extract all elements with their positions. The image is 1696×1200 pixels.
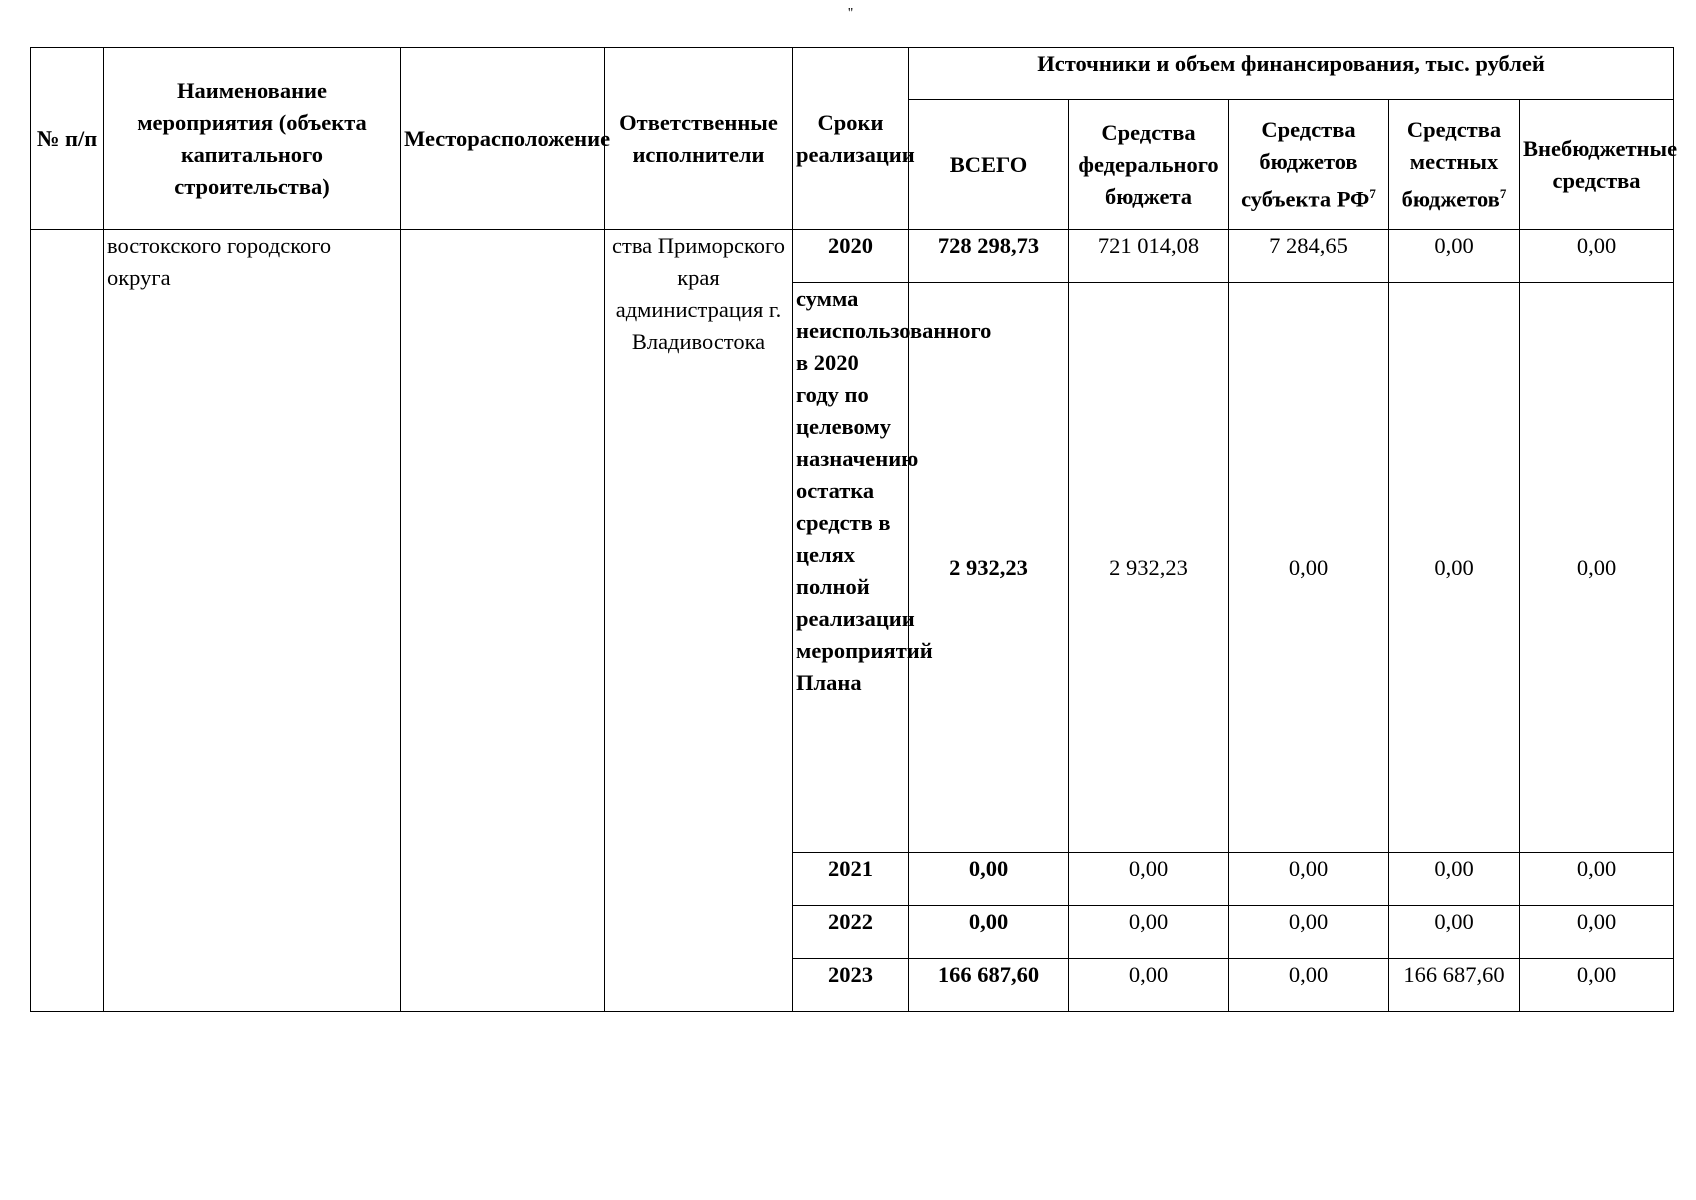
cell-subject: 0,00 <box>1229 853 1389 906</box>
cell-federal: 2 932,23 <box>1069 283 1229 853</box>
header-location: Месторасположение <box>401 48 605 230</box>
table-row <box>31 230 1674 283</box>
cell-term: 2022 <box>793 906 909 959</box>
header-terms: Сроки реализации <box>793 48 909 230</box>
cell-total: 728 298,73 <box>909 230 1069 283</box>
cell-federal: 721 014,08 <box>1069 230 1229 283</box>
header-federal: Средства федерального бюджета <box>1069 100 1229 230</box>
cell-executors: ства Приморского края администрация г. Владивостока <box>605 230 793 1012</box>
header-num: № п/п <box>31 48 104 230</box>
cell-local: 166 687,60 <box>1389 959 1520 1012</box>
cell-federal: 0,00 <box>1069 959 1229 1012</box>
cell-term: 2023 <box>793 959 909 1012</box>
cell-local: 0,00 <box>1389 853 1520 906</box>
cell-num <box>31 230 104 1012</box>
cell-offbudget: 0,00 <box>1520 959 1674 1012</box>
header-local-footnote: 7 <box>1499 185 1507 201</box>
cell-subject: 0,00 <box>1229 959 1389 1012</box>
cell-total: 2 932,23 <box>909 283 1069 853</box>
financing-table <box>30 47 1678 1012</box>
cell-local: 0,00 <box>1389 906 1520 959</box>
cell-federal: 0,00 <box>1069 853 1229 906</box>
cell-subject: 7 284,65 <box>1229 230 1389 283</box>
header-subject-footnote: 7 <box>1369 185 1376 201</box>
cell-federal: 0,00 <box>1069 906 1229 959</box>
cell-total: 0,00 <box>909 906 1069 959</box>
header-executors: Ответственные исполнители <box>605 48 793 230</box>
header-total: ВСЕГО <box>909 100 1069 230</box>
page-mark: '' <box>848 6 854 21</box>
cell-subject: 0,00 <box>1229 283 1389 853</box>
header-subject <box>1229 100 1389 230</box>
cell-local: 0,00 <box>1389 283 1520 853</box>
cell-subject: 0,00 <box>1229 906 1389 959</box>
header-sources-title: Источники и объем финансирования, тыс. рублей <box>909 48 1674 100</box>
cell-local: 0,00 <box>1389 230 1520 283</box>
cell-offbudget: 0,00 <box>1520 283 1674 853</box>
cell-location <box>401 230 605 1012</box>
cell-offbudget: 0,00 <box>1520 906 1674 959</box>
cell-term: сумма неиспользованного в 2020 году по целевому назначению остатка средств в целях полной реализации мероприятий Плана <box>793 283 909 853</box>
cell-offbudget: 0,00 <box>1520 230 1674 283</box>
cell-term: 2021 <box>793 853 909 906</box>
header-local-label: Средства местных бюджетов <box>1401 116 1502 212</box>
header-row-1 <box>31 48 1674 100</box>
header-offbudget: Внебюджетные средства <box>1520 100 1674 230</box>
cell-offbudget: 0,00 <box>1520 853 1674 906</box>
header-local <box>1389 100 1520 230</box>
cell-total: 166 687,60 <box>909 959 1069 1012</box>
header-name: Наименование мероприятия (объекта капитального строительства) <box>104 48 401 230</box>
header-subject-label: Средства бюджетов субъекта РФ <box>1241 116 1370 212</box>
cell-term: 2020 <box>793 230 909 283</box>
cell-total: 0,00 <box>909 853 1069 906</box>
cell-name: востокского городского округа <box>104 230 401 1012</box>
